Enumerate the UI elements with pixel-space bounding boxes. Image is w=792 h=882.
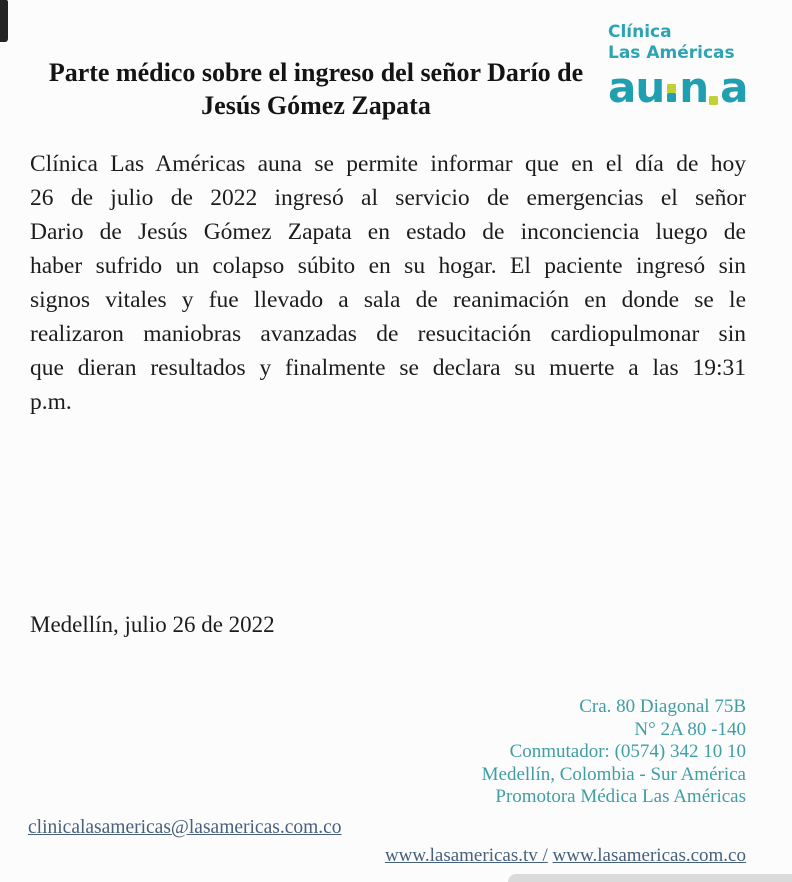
colon-top-square-icon (667, 84, 676, 93)
website-link-tv[interactable]: www.lasamericas.tv / (384, 845, 548, 866)
clinic-name-line-2: Las Américas (608, 43, 735, 63)
paragraph-line: haber sufrido un colapso súbito en su hogar. El paciente ingresó sin (30, 253, 746, 279)
auna-colon-icon (667, 84, 676, 102)
address-line-company: Promotora Médica Las Américas (495, 786, 746, 807)
paragraph-line: Dario de Jesús Gómez Zapata en estado de inconciencia luego de (30, 219, 746, 245)
address-line-city: Medellín, Colombia - Sur América (481, 763, 746, 785)
paragraph-line: realizaron maniobras avanzadas de resucitación cardiopulmonar sin (30, 321, 746, 347)
address-line-phone: Conmutador: (0574) 342 10 10 (509, 741, 746, 762)
paragraph-line: signos vitales y fue llevado a sala de reanimación en donde se le (30, 287, 746, 313)
paragraph-line: 26 de julio de 2022 ingresó al servicio de emergencias el señor (30, 185, 746, 211)
address-block (482, 696, 746, 809)
document-title (36, 56, 596, 122)
website-link-com-co[interactable]: www.lasamericas.com.co (552, 845, 746, 866)
clinic-name-line-1: Clínica (608, 22, 672, 42)
address-line-street: Cra. 80 Diagonal 75B (579, 696, 746, 717)
address-line-number: N° 2A 80 -140 (634, 718, 746, 740)
title-line-2: Jesús Gómez Zapata (201, 91, 431, 120)
paragraph-line: que dieran resultados y finalmente se declara su muerte a las 19:31 (30, 355, 746, 381)
clinic-logo (608, 22, 748, 112)
medical-report-paragraph (30, 147, 746, 419)
paragraph-line: Clínica Las Américas auna se permite informar que en el día de hoy (30, 151, 746, 177)
bottom-ui-bar (508, 874, 792, 882)
auna-wordmark (608, 63, 748, 112)
colon-bottom-square-icon (667, 93, 676, 102)
auna-letter-a: a (720, 63, 748, 112)
title-line-1: Parte médico sobre el ingreso del señor Darío de (48, 58, 584, 87)
email-link[interactable]: clinicalasamericas@lasamericas.com.co (28, 817, 342, 838)
paragraph-line: p.m. (30, 389, 72, 415)
auna-letters-au: au (608, 63, 665, 112)
website-links (385, 845, 746, 867)
dateline: Medellín, julio 26 de 2022 (30, 612, 275, 637)
clinic-name (608, 22, 748, 64)
scan-artifact-mark (0, 0, 8, 42)
auna-baseline-square-icon (709, 96, 718, 105)
auna-letter-n: n (679, 63, 709, 112)
